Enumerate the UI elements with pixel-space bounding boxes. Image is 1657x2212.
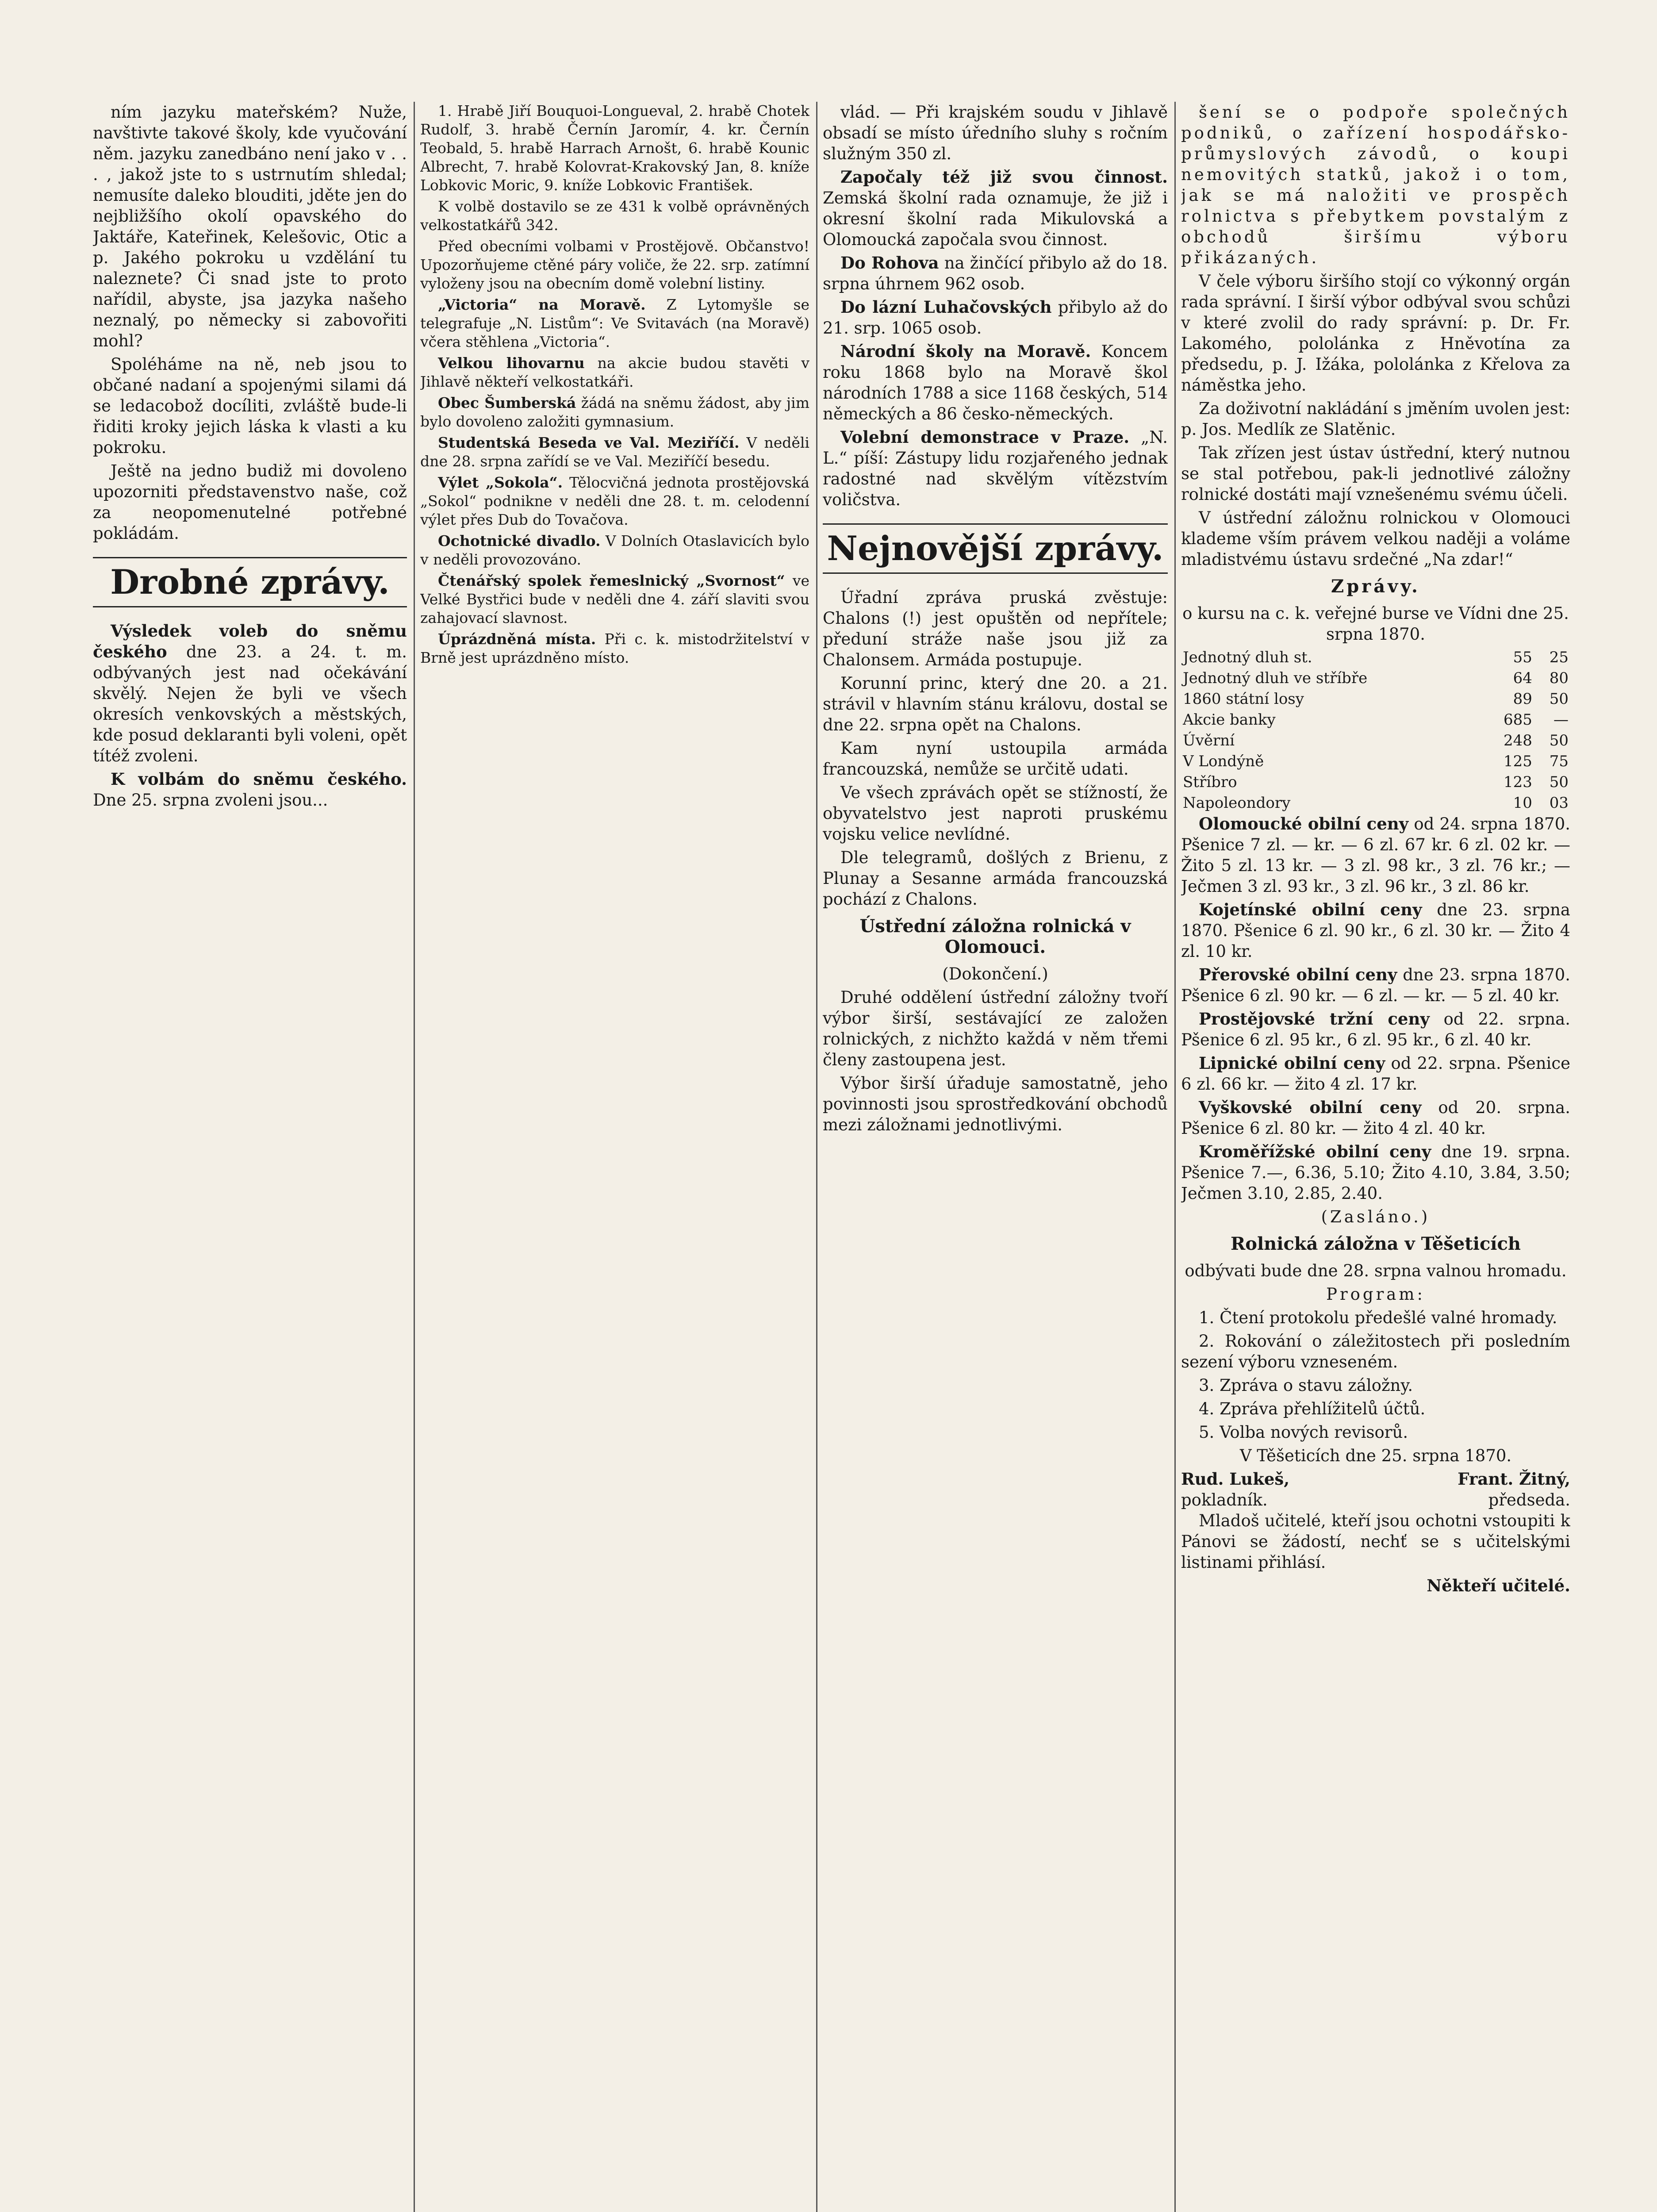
article-paragraph: vlád. — Při krajském soudu v Jihlavě obsadí se místo úředního sluhy s ročním služným 350 zl.	[823, 103, 1168, 163]
signer-left: Rud. Lukeš,	[1181, 1469, 1290, 1489]
table-row	[1181, 751, 1570, 772]
news-lead: Úprázdněná místa.	[438, 630, 596, 648]
news-text: Z Lytomyšle se telegrafuje „N. Listům“: Ve Svitavách (na Moravě) včera stěhlena „Victoria“.	[420, 296, 809, 350]
kurs-label: Napoleondory	[1183, 794, 1291, 812]
news-item	[420, 532, 809, 569]
kurs-zl: 123	[1503, 773, 1532, 791]
market-text: od 20. srpna. Pšenice 6 zl. 80 kr. — žito 4 zl. 40 kr.	[1181, 1098, 1570, 1138]
article-subnote: (Dokončení.)	[942, 964, 1048, 983]
news-lead: Čtenářský spolek řemeslnický „Svornost“	[438, 572, 785, 589]
news-lead: Započaly též již svou činnost.	[840, 167, 1168, 187]
zaslano-label: (Zasláno.)	[1321, 1207, 1431, 1226]
news-text: V neděli dne 28. srpna zařídí se ve Val. Meziříčí besedu.	[420, 434, 809, 470]
market-prices	[1181, 899, 1570, 962]
market-prices	[1181, 1009, 1570, 1050]
article-paragraph: Korunní princ, který dne 20. a 21. strávil v hlavním stánu královu, dostal se dne 22. srpna opět na Chalons.	[823, 674, 1168, 734]
news-item	[823, 427, 1168, 510]
market-lead: Olomoucké obilní ceny	[1199, 814, 1409, 833]
kurs-kr: 50	[1549, 690, 1569, 708]
news-text: na žinčící přibylo až do 18. srpna úhrnem 962 osob.	[823, 253, 1168, 293]
article-paragraph: Druhé oddělení ústřední záložny tvoří výbor širší, sestávající ze založen rolnických, z nichžto každá v něm třemi členy zastoupena jest.	[823, 988, 1168, 1069]
article-paragraph: Spoléháme na ně, neb jsou to občané nadaní a spojenými silami dá se ledacobož docíliti, zvláště bude-li řiditi kroky jejich láska k vlasti a ku pokroku.	[93, 355, 407, 457]
program-item: 5. Volba nových revisorů.	[1199, 1423, 1408, 1442]
kurs-kr: 75	[1549, 753, 1569, 770]
section-heading-zpravy: Zprávy.	[1331, 576, 1420, 597]
kurs-label: V Londýně	[1183, 753, 1264, 770]
news-item	[823, 253, 1168, 294]
signer-right-role: předseda.	[1488, 1490, 1570, 1509]
notice-intro: odbývati bude dne 28. srpna valnou hromadu.	[1185, 1261, 1567, 1280]
kurs-title: o kursu na c. k. veřejné burse ve Vídni dne 25. srpna 1870.	[1182, 604, 1569, 644]
kurs-zl: 248	[1503, 732, 1532, 749]
news-lead: K volbám do sněmu českého.	[111, 769, 407, 789]
market-lead: Prostějovské tržní ceny	[1199, 1009, 1430, 1029]
section-heading-nejnovejsi-zpravy: Nejnovější zprávy.	[823, 523, 1168, 574]
news-text: Dne 25. srpna zvoleni jsou...	[93, 791, 328, 810]
market-text: dne 23. srpna 1870. Pšenice 6 zl. 90 kr. — 6 zl. — kr. — 5 zl. 40 kr.	[1181, 965, 1570, 1005]
article-paragraph: Ještě na jedno budiž mi dovoleno upozorniti představenstvo naše, což za neopomenutelné potřebné pokládám.	[93, 461, 407, 543]
article-paragraph: V čele výboru širšího stojí co výkonný orgán rada správní. I širší výbor odbýval svou schůzi v které zvolil do rady správní: p. Dr. Fr. Lakomého, pololánka z Hněvotína za předsedu, p. J. Ižáka, pololánka z Křelova za náměstka jeho.	[1181, 272, 1570, 395]
kurs-zl: 55	[1513, 649, 1532, 666]
article-paragraph: Úřadní zpráva pruská zvěstuje: Chalons (!) jest opuštěn od nepřítele; předuní stráže naše jsou již za Chalonsem. Armáda postupuje.	[823, 588, 1168, 669]
market-text: od 24. srpna 1870. Pšenice 7 zl. — kr. — 6 zl. 67 kr. 6 zl. 02 kr. — Žito 5 zl. 13 kr. — 3 zl. 98 kr., 3 zl. 76 kr.; — Ječmen 3 zl. 93 kr., 3 zl. 96 kr., 3 zl. 86 kr.	[1181, 814, 1570, 896]
news-text: dne 23. a 24. t. m. odbývaných jest nad očekávání skvělý. Nejen že byli ve všech okresích venkovských a městských, kde posud deklaranti byli voleni, opět títéž zvoleni.	[93, 642, 407, 765]
signer-right: Frant. Žitný,	[1458, 1469, 1570, 1489]
news-text: Při c. k. mistodržitelství v Brně jest uprázdněno místo.	[420, 630, 809, 666]
news-item	[420, 296, 809, 351]
column-3	[823, 102, 1168, 2212]
section-heading-drobne-zpravy: Drobné zprávy.	[93, 557, 407, 607]
news-lead: „Victoria“ na Moravě.	[438, 296, 646, 313]
market-lead: Vyškovské obilní ceny	[1199, 1098, 1422, 1117]
news-text: V Dolních Otaslavicích bylo v neděli provozováno.	[420, 532, 809, 568]
article-paragraph: 1. Hrabě Jiří Bouquoi-Longueval, 2. hrabě Chotek Rudolf, 3. hrabě Černín Jaromír, 4. kr. Černín Teobald, 5. hrabě Harrach Arnošt, 6. hrabě Kounic Albrecht, 7. hrabě Kolovrat-Krakovský Jan, 8. kníže Lobkovic Moric, 9. kníže Lobkovic František.	[420, 102, 809, 194]
market-lead: Lipnické obilní ceny	[1199, 1053, 1385, 1073]
market-lead: Kojetínské obilní ceny	[1199, 900, 1422, 919]
column-divider	[414, 102, 415, 2212]
market-text: dne 23. srpna 1870. Pšenice 6 zl. 90 kr., 6 zl. 30 kr. — Žito 4 zl. 10 kr.	[1181, 900, 1570, 961]
news-text: žádá na sněmu žádost, aby jim bylo dovoleno založiti gymnasium.	[420, 394, 809, 430]
news-item	[420, 630, 809, 667]
article-paragraph: Dle telegramů, došlých z Brienu, z Plunay a Sesanne armáda francouzská pochází z Chalons.	[823, 848, 1168, 909]
program-item: 3. Zpráva o stavu záložny.	[1199, 1376, 1413, 1395]
news-lead: Ochotnické divadlo.	[438, 532, 601, 549]
article-paragraph: Kam nyní ustoupila armáda francouzská, nemůže se určitě udati.	[823, 739, 1168, 779]
column-divider	[816, 102, 817, 2212]
table-row	[1181, 730, 1570, 751]
article-paragraph: Za doživotní nakládání s jměním uvolen jest: p. Jos. Medlík ze Slatěnic.	[1181, 399, 1570, 439]
news-item	[420, 572, 809, 627]
column-1	[93, 102, 407, 2212]
table-row	[1181, 668, 1570, 689]
kurs-kr: —	[1553, 711, 1569, 729]
kurs-zl: 125	[1503, 753, 1532, 770]
news-item	[420, 434, 809, 471]
market-text: od 22. srpna. Pšenice 6 zl. 95 kr., 6 zl. 95 kr., 6 zl. 40 kr.	[1181, 1010, 1570, 1049]
news-lead: Do Rohova	[840, 253, 939, 273]
program-title: Program:	[1326, 1285, 1425, 1304]
article-paragraph: Tak zřízen jest ústav ústřední, který nutnou se stal potřebou, pak-li jednotlivé záložny rolnické dostáti mají vznešenému svému účeli.	[1181, 443, 1570, 504]
news-item	[823, 167, 1168, 250]
kurs-label: 1860 státní losy	[1183, 690, 1304, 708]
kurs-label: Stříbro	[1183, 773, 1237, 791]
kurs-label: Akcie banky	[1183, 711, 1276, 729]
article-paragraph: Ve všech zprávách opět se stížností, že obyvatelstvo jest naproti pruskému vojsku velice nevlídné.	[823, 783, 1168, 844]
market-lead: Přerovské obilní ceny	[1199, 965, 1397, 984]
kurs-zl: 64	[1513, 669, 1532, 687]
news-item	[823, 341, 1168, 424]
table-row	[1181, 689, 1570, 710]
market-text: dne 19. srpna. Pšenice 7.—, 6.36, 5.10; Žito 4.10, 3.84, 3.50; Ječmen 3.10, 2.85, 2.40.	[1181, 1142, 1570, 1203]
program-item: 1. Čtení protokolu předešlé valné hromady.	[1199, 1308, 1557, 1327]
signatures	[1181, 1469, 1570, 1490]
kurs-kr: 80	[1549, 669, 1569, 687]
news-lead: Do lázní Luhačovských	[840, 297, 1052, 317]
kurs-zl: 89	[1513, 690, 1532, 708]
final-sign: Někteří učitelé.	[1427, 1576, 1570, 1595]
column-divider	[1174, 102, 1176, 2212]
news-text: „N. L.“ píší: Zástupy lidu rozjařeného jednak radostné nad skvělým vítězstvím voličstva.	[823, 428, 1168, 509]
notice-title: Rolnická záložna v Těšeticích	[1231, 1233, 1521, 1254]
final-note: Mladoš učitelé, kteří jsou ochotni vstoupiti k Pánovi se žádostí, nechť se s učitelskými listinami přihlásí.	[1181, 1511, 1570, 1572]
news-lead: Studentská Beseda ve Val. Meziříčí.	[438, 434, 740, 451]
news-item	[93, 769, 407, 810]
program-item: 2. Rokování o záležitostech při posledním sezení výboru vzneseném.	[1181, 1332, 1570, 1371]
table-row	[1181, 772, 1570, 793]
article-paragraph: K volbě dostavilo se ze 431 k volbě oprávněných velkostatkářů 342.	[420, 198, 809, 234]
news-lead: Výsledek voleb do sněmu českého	[93, 621, 407, 661]
news-item	[420, 394, 809, 431]
signer-roles	[1181, 1490, 1570, 1510]
kurs-kr: 50	[1549, 732, 1569, 749]
news-item	[93, 621, 407, 766]
news-item	[420, 354, 809, 391]
kurs-zl: 10	[1513, 794, 1532, 812]
news-text: Koncem roku 1868 bylo na Moravě škol národních 1788 a sice 1168 českých, 514 německých a 86 česko-německých.	[823, 342, 1168, 423]
market-prices	[1181, 1141, 1570, 1204]
column-2	[420, 102, 809, 2212]
table-row	[1181, 647, 1570, 668]
news-lead: Výlet „Sokola“.	[438, 474, 563, 491]
market-lead: Kroměřížské obilní ceny	[1199, 1142, 1431, 1161]
program-item: 4. Zpráva přehlížitelů účtů.	[1199, 1399, 1426, 1418]
market-prices	[1181, 964, 1570, 1006]
table-row	[1181, 793, 1570, 814]
market-prices	[1181, 814, 1570, 897]
news-item	[420, 473, 809, 529]
kurs-zl: 685	[1503, 711, 1532, 729]
article-paragraph: Výbor širší úřaduje samostatně, jeho povinnosti jsou sprostředkování obchodů mezi záložnami jednotlivými.	[823, 1074, 1168, 1134]
news-text: Tělocvičná jednota prostějovská „Sokol“ podnikne v neděli dne 28. t. m. celodenní výlet přes Dub do Tovačova.	[420, 474, 809, 528]
news-item	[823, 297, 1168, 338]
article-paragraph: šení se o podpoře společných podniků, o zařízení hospodářsko-průmyslových závodů, o koupi nemovitých statků, jakož i o tom, jak se má naložiti ve prospěch rolnictva s přebytkem povstalým z obchodů širšímu výboru přikázaných.	[1181, 103, 1570, 267]
news-text: ve Velké Bystřici bude v neděli dne 4. září slaviti svou zahajovací slavnost.	[420, 572, 809, 626]
place-date: V Těšeticích dne 25. srpna 1870.	[1239, 1446, 1512, 1465]
market-text: od 22. srpna. Pšenice 6 zl. 66 kr. — žito 4 zl. 17 kr.	[1181, 1054, 1570, 1094]
table-row	[1181, 710, 1570, 730]
news-lead: Národní školy na Moravě.	[840, 342, 1091, 361]
kurs-kr: 25	[1549, 649, 1569, 666]
news-text: přibylo až do 21. srp. 1065 osob.	[823, 298, 1168, 338]
market-prices	[1181, 1053, 1570, 1094]
news-lead: Volební demonstrace v Praze.	[840, 427, 1130, 447]
kurs-label: Jednotný dluh ve stříbře	[1183, 669, 1368, 687]
article-subheading: Ústřední záložna rolnická v Olomouci.	[859, 916, 1131, 957]
article-paragraph: V ústřední záložnu rolnickou v Olomouci klademe vším právem velkou naději a voláme mladistvému ústavu srdečné „Na zdar!“	[1181, 508, 1570, 569]
kurs-kr: 50	[1549, 773, 1569, 791]
news-lead: Obec Šumberská	[438, 394, 576, 411]
kurs-label: Jednotný dluh st.	[1183, 649, 1312, 666]
column-4	[1181, 102, 1570, 2212]
market-prices	[1181, 1097, 1570, 1139]
kurs-label: Úvěrní	[1183, 732, 1235, 749]
article-paragraph: ním jazyku mateřském? Nuže, navštivte takové školy, kde vyučování něm. jazyku zanedbáno není jako v . . . , jakož jste to s ustrnutím shledal; nemusíte daleko blouditi, jděte jen do nejbližšího okolí opavského do Jaktáře, Kateřinek, Kelešovic, Otic a p. Jakého pokroku u vzdělání tu naleznete? Či snad jste to proto nařídil, abyste, jsa jazyka našeho neznalý, po německy si zabovořiti mohl?	[93, 103, 407, 350]
kurs-table	[1181, 647, 1570, 814]
news-text: na akcie budou stavěti v Jihlavě někteří velkostatkáři.	[420, 354, 809, 390]
news-text: Zemská školní rada oznamuje, že již i okresní školní rada Mikulovská a Olomoucká započala svou činnost.	[823, 188, 1168, 249]
signer-left-role: pokladník.	[1181, 1490, 1268, 1509]
kurs-kr: 03	[1549, 794, 1569, 812]
article-paragraph: Před obecními volbami v Prostějově. Občanstvo! Upozorňujeme ctěné páry voliče, že 22. srp. zatímní vyloženy jsou na obecním domě volební listiny.	[420, 238, 809, 292]
news-lead: Velkou lihovarnu	[438, 354, 585, 372]
